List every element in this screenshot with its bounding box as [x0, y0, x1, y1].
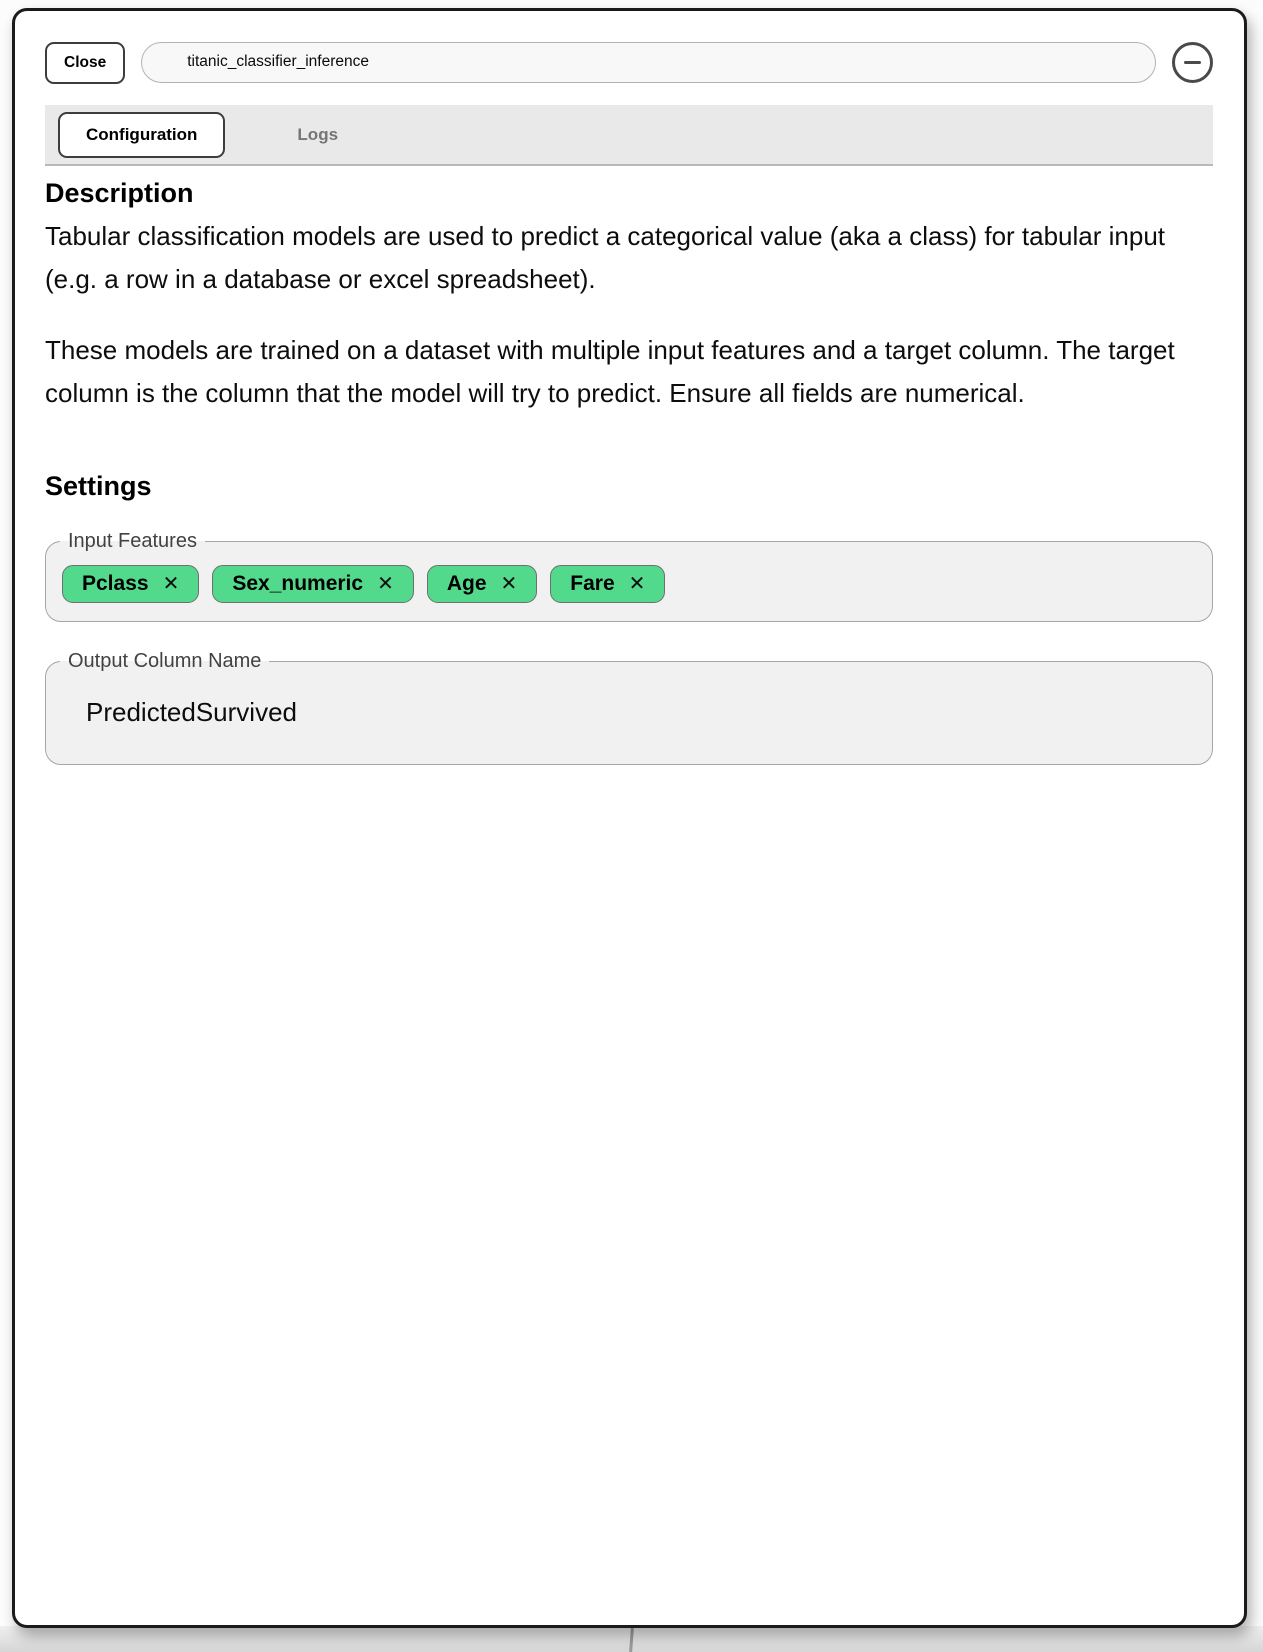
chip-label: Pclass: [82, 572, 149, 595]
node-title-input[interactable]: titanic_classifier_inference: [141, 42, 1156, 83]
tab-logs[interactable]: Logs: [271, 114, 364, 156]
output-column-field: [45, 650, 1213, 765]
output-column-value[interactable]: PredictedSurvived: [86, 697, 297, 727]
chip-remove-icon[interactable]: ✕: [377, 573, 394, 595]
chip-label: Age: [446, 572, 487, 595]
chip-fare[interactable]: [550, 565, 665, 603]
output-column-label: Output Column Name: [68, 650, 262, 672]
description-paragraph-1: Tabular classification models are used to predict a categorical value (aka a class) for tabular input (e.g. a row in a database or excel spreadsheet).: [45, 221, 1166, 294]
minus-icon: [1184, 61, 1201, 64]
settings-heading: Settings: [45, 471, 152, 501]
description-heading: Description: [45, 178, 194, 208]
chip-label: Fare: [570, 572, 615, 595]
chip-label: Sex_numeric: [232, 572, 364, 595]
input-features-field: [45, 530, 1213, 622]
description-paragraph-2: These models are trained on a dataset with multiple input features and a target column. The target column is the column that the model will try to predict. Ensure all fields are numerical.: [45, 335, 1175, 408]
chip-sex-numeric[interactable]: [212, 565, 414, 603]
chip-age[interactable]: [427, 565, 537, 603]
panel-header: [45, 40, 1213, 85]
chip-remove-icon[interactable]: ✕: [500, 573, 518, 595]
chip-remove-icon[interactable]: ✕: [628, 573, 646, 595]
tab-bar: [45, 105, 1213, 166]
tab-configuration[interactable]: Configuration: [58, 112, 225, 158]
chip-remove-icon[interactable]: ✕: [162, 573, 180, 595]
canvas-bottom-strip: [0, 1626, 1263, 1652]
chip-pclass[interactable]: [62, 565, 199, 603]
node-config-panel: [12, 8, 1247, 1628]
input-features-label: Input Features: [68, 530, 197, 552]
node-edge-connector: [629, 1628, 633, 1652]
collapse-button[interactable]: [1172, 42, 1213, 83]
close-button[interactable]: Close: [45, 42, 125, 84]
input-features-chip-list: [46, 553, 1212, 621]
